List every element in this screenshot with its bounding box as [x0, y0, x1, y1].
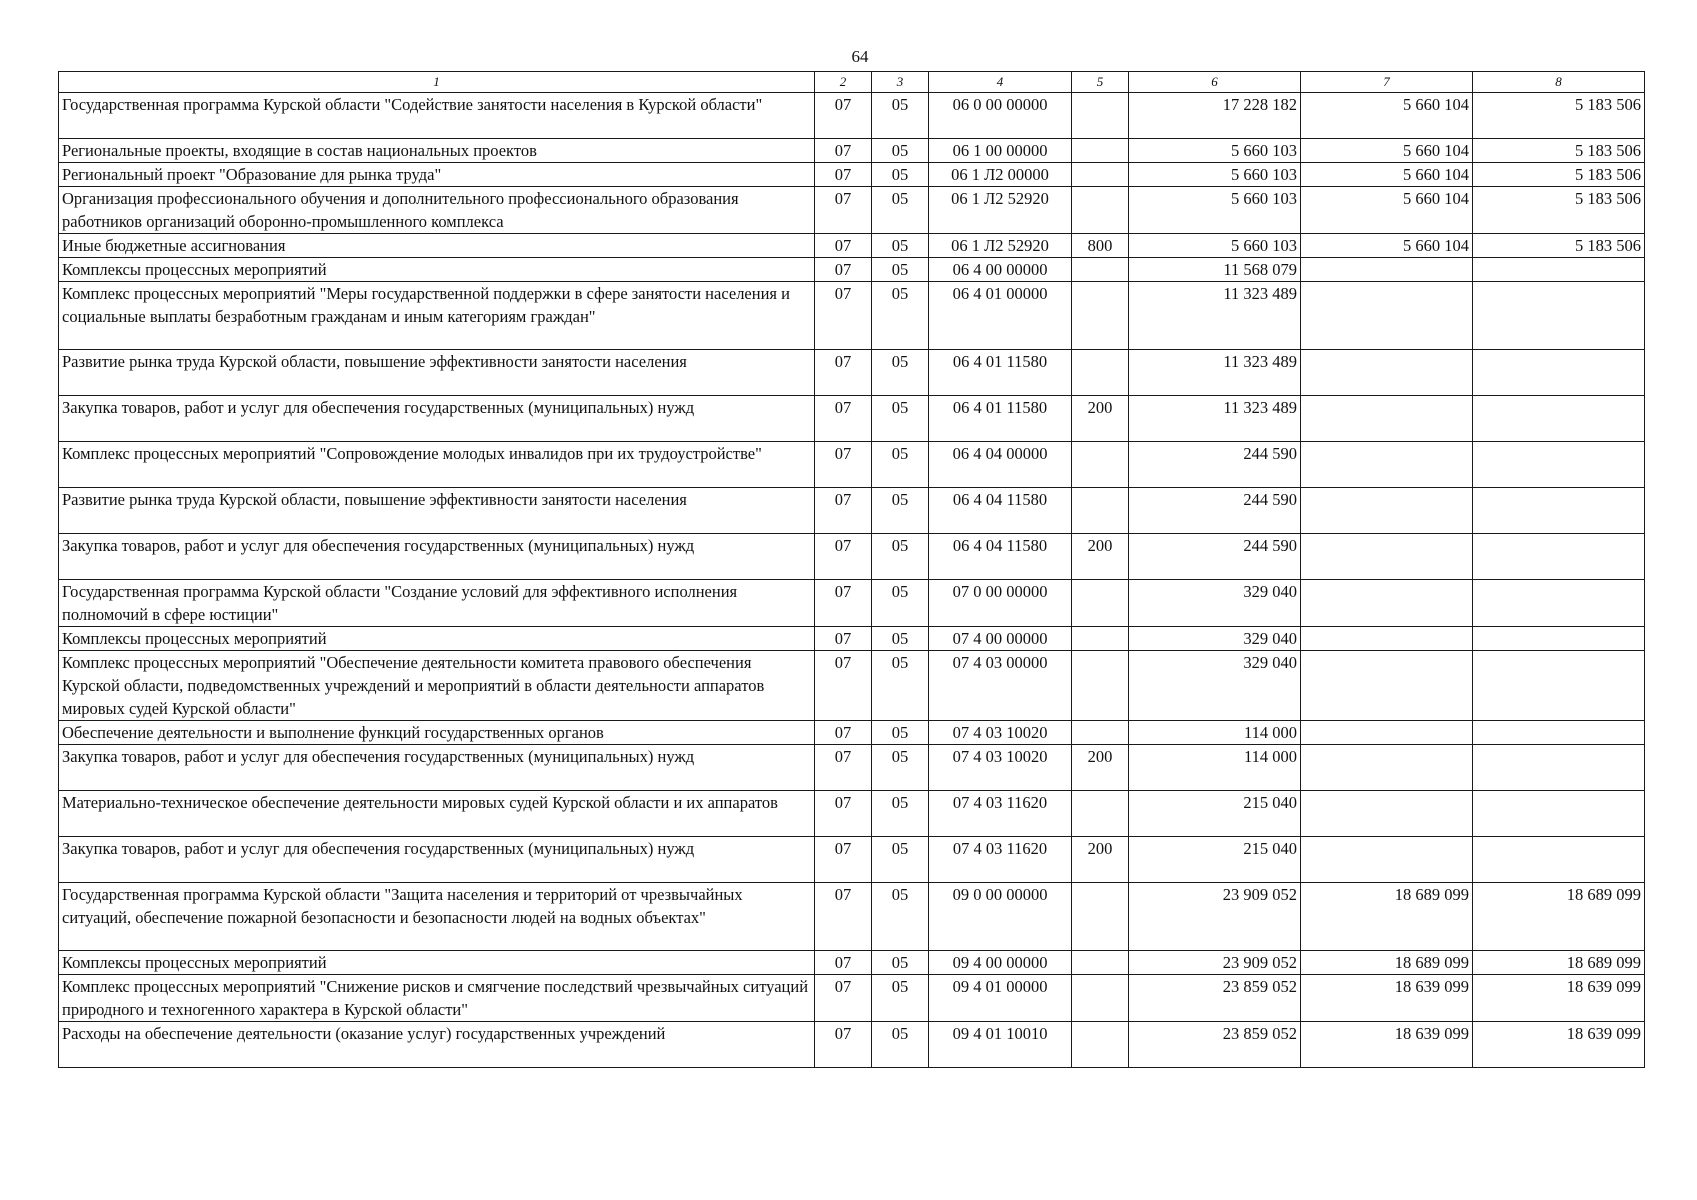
amount-col6-cell: 11 568 079: [1129, 258, 1301, 282]
expense-type-cell: [1072, 258, 1129, 282]
item-name-cell: Развитие рынка труда Курской области, повышение эффективности занятости населения: [59, 488, 815, 534]
section-cell: 07: [815, 139, 872, 163]
section-cell: 07: [815, 627, 872, 651]
column-header: 2: [815, 72, 872, 93]
subsection-cell: 05: [872, 350, 929, 396]
section-cell: 07: [815, 234, 872, 258]
column-header: 8: [1473, 72, 1645, 93]
target-article-cell: 09 4 01 10010: [929, 1022, 1072, 1068]
amount-col6-cell: 244 590: [1129, 488, 1301, 534]
expense-type-cell: [1072, 975, 1129, 1022]
subsection-cell: 05: [872, 534, 929, 580]
table-body: [59, 93, 1645, 1068]
amount-col6-cell: 5 660 103: [1129, 187, 1301, 234]
expense-type-cell: 800: [1072, 234, 1129, 258]
table-row: [59, 488, 1645, 534]
amount-col7-cell: 18 689 099: [1301, 883, 1473, 951]
item-name-cell: Закупка товаров, работ и услуг для обеспечения государственных (муниципальных) нужд: [59, 837, 815, 883]
subsection-cell: 05: [872, 1022, 929, 1068]
budget-table: [58, 71, 1645, 1068]
expense-type-cell: 200: [1072, 396, 1129, 442]
amount-col8-cell: [1473, 282, 1645, 350]
column-header: 1: [59, 72, 815, 93]
table-row: [59, 883, 1645, 951]
item-name-cell: Комплекс процессных мероприятий "Сопровождение молодых инвалидов при их трудоустройстве": [59, 442, 815, 488]
amount-col6-cell: 23 909 052: [1129, 951, 1301, 975]
expense-type-cell: [1072, 139, 1129, 163]
item-name-cell: Закупка товаров, работ и услуг для обеспечения государственных (муниципальных) нужд: [59, 745, 815, 791]
section-cell: 07: [815, 791, 872, 837]
table-row: [59, 975, 1645, 1022]
item-name-cell: Государственная программа Курской области "Защита населения и территорий от чрезвычайных ситуаций, обеспечение пожарной безопасности и безопасности людей на водных объектах": [59, 883, 815, 951]
item-name-cell: Государственная программа Курской области "Создание условий для эффективного исполнения полномочий в сфере юстиции": [59, 580, 815, 627]
target-article-cell: 06 4 04 00000: [929, 442, 1072, 488]
amount-col6-cell: 17 228 182: [1129, 93, 1301, 139]
table-row: [59, 837, 1645, 883]
target-article-cell: 06 1 Л2 52920: [929, 187, 1072, 234]
target-article-cell: 06 4 01 11580: [929, 350, 1072, 396]
amount-col6-cell: 329 040: [1129, 627, 1301, 651]
amount-col8-cell: [1473, 837, 1645, 883]
amount-col7-cell: [1301, 627, 1473, 651]
column-header: 7: [1301, 72, 1473, 93]
item-name-cell: Материально-техническое обеспечение деятельности мировых судей Курской области и их аппаратов: [59, 791, 815, 837]
amount-col7-cell: [1301, 442, 1473, 488]
subsection-cell: 05: [872, 745, 929, 791]
section-cell: 07: [815, 187, 872, 234]
section-cell: 07: [815, 951, 872, 975]
subsection-cell: 05: [872, 488, 929, 534]
subsection-cell: 05: [872, 139, 929, 163]
item-name-cell: Комплексы процессных мероприятий: [59, 627, 815, 651]
amount-col8-cell: [1473, 627, 1645, 651]
amount-col8-cell: 18 689 099: [1473, 883, 1645, 951]
subsection-cell: 05: [872, 93, 929, 139]
table-row: [59, 580, 1645, 627]
expense-type-cell: [1072, 651, 1129, 721]
table-row: [59, 258, 1645, 282]
section-cell: 07: [815, 350, 872, 396]
amount-col7-cell: [1301, 651, 1473, 721]
amount-col8-cell: 5 183 506: [1473, 93, 1645, 139]
section-cell: 07: [815, 580, 872, 627]
amount-col8-cell: [1473, 442, 1645, 488]
target-article-cell: 06 1 00 00000: [929, 139, 1072, 163]
target-article-cell: 06 1 Л2 00000: [929, 163, 1072, 187]
table-row: [59, 282, 1645, 350]
item-name-cell: Комплекс процессных мероприятий "Меры государственной поддержки в сфере занятости населения и социальные выплаты безработным гражданам и иным категориям граждан": [59, 282, 815, 350]
amount-col6-cell: 11 323 489: [1129, 282, 1301, 350]
section-cell: 07: [815, 282, 872, 350]
amount-col6-cell: 215 040: [1129, 791, 1301, 837]
section-cell: 07: [815, 163, 872, 187]
amount-col6-cell: 244 590: [1129, 442, 1301, 488]
target-article-cell: 09 4 00 00000: [929, 951, 1072, 975]
expense-type-cell: 200: [1072, 745, 1129, 791]
column-header: 6: [1129, 72, 1301, 93]
expense-type-cell: [1072, 791, 1129, 837]
amount-col7-cell: 5 660 104: [1301, 139, 1473, 163]
item-name-cell: Комплекс процессных мероприятий "Снижение рисков и смягчение последствий чрезвычайных ситуаций природного и техногенного характера в Курской области": [59, 975, 815, 1022]
amount-col8-cell: [1473, 651, 1645, 721]
expense-type-cell: 200: [1072, 837, 1129, 883]
table-row: [59, 721, 1645, 745]
amount-col8-cell: 18 639 099: [1473, 975, 1645, 1022]
target-article-cell: 06 4 00 00000: [929, 258, 1072, 282]
expense-type-cell: [1072, 282, 1129, 350]
section-cell: 07: [815, 975, 872, 1022]
amount-col8-cell: 18 639 099: [1473, 1022, 1645, 1068]
amount-col8-cell: [1473, 258, 1645, 282]
subsection-cell: 05: [872, 187, 929, 234]
target-article-cell: 09 0 00 00000: [929, 883, 1072, 951]
amount-col6-cell: 5 660 103: [1129, 234, 1301, 258]
target-article-cell: 07 4 03 11620: [929, 791, 1072, 837]
table-header: [59, 72, 1645, 93]
amount-col8-cell: [1473, 488, 1645, 534]
amount-col8-cell: [1473, 745, 1645, 791]
section-cell: 07: [815, 488, 872, 534]
target-article-cell: 06 4 01 11580: [929, 396, 1072, 442]
expense-type-cell: [1072, 1022, 1129, 1068]
amount-col7-cell: [1301, 721, 1473, 745]
target-article-cell: 07 4 03 10020: [929, 745, 1072, 791]
amount-col8-cell: [1473, 791, 1645, 837]
item-name-cell: Комплексы процессных мероприятий: [59, 258, 815, 282]
expense-type-cell: [1072, 627, 1129, 651]
amount-col8-cell: [1473, 580, 1645, 627]
expense-type-cell: [1072, 580, 1129, 627]
subsection-cell: 05: [872, 837, 929, 883]
target-article-cell: 06 4 01 00000: [929, 282, 1072, 350]
table-row: [59, 951, 1645, 975]
section-cell: 07: [815, 721, 872, 745]
subsection-cell: 05: [872, 282, 929, 350]
amount-col8-cell: [1473, 396, 1645, 442]
table-row: [59, 442, 1645, 488]
item-name-cell: Региональный проект "Образование для рынка труда": [59, 163, 815, 187]
section-cell: 07: [815, 442, 872, 488]
amount-col7-cell: [1301, 282, 1473, 350]
page-number: 64: [851, 47, 869, 66]
amount-col6-cell: 23 859 052: [1129, 975, 1301, 1022]
target-article-cell: 07 4 00 00000: [929, 627, 1072, 651]
table-row: [59, 139, 1645, 163]
table-row: [59, 187, 1645, 234]
column-header: 4: [929, 72, 1072, 93]
amount-col7-cell: [1301, 488, 1473, 534]
section-cell: 07: [815, 258, 872, 282]
table-row: [59, 651, 1645, 721]
subsection-cell: 05: [872, 883, 929, 951]
table-row: [59, 1022, 1645, 1068]
table-row: [59, 234, 1645, 258]
subsection-cell: 05: [872, 442, 929, 488]
amount-col7-cell: 5 660 104: [1301, 163, 1473, 187]
section-cell: 07: [815, 837, 872, 883]
section-cell: 07: [815, 651, 872, 721]
target-article-cell: 06 4 04 11580: [929, 488, 1072, 534]
subsection-cell: 05: [872, 627, 929, 651]
subsection-cell: 05: [872, 396, 929, 442]
item-name-cell: Организация профессионального обучения и дополнительного профессионального образования работников организаций оборонно-промышленного комплекса: [59, 187, 815, 234]
amount-col8-cell: [1473, 350, 1645, 396]
expense-type-cell: [1072, 187, 1129, 234]
section-cell: 07: [815, 93, 872, 139]
subsection-cell: 05: [872, 163, 929, 187]
section-cell: 07: [815, 883, 872, 951]
expense-type-cell: [1072, 93, 1129, 139]
expense-type-cell: [1072, 442, 1129, 488]
amount-col6-cell: 329 040: [1129, 651, 1301, 721]
expense-type-cell: [1072, 163, 1129, 187]
item-name-cell: Расходы на обеспечение деятельности (оказание услуг) государственных учреждений: [59, 1022, 815, 1068]
amount-col6-cell: 11 323 489: [1129, 396, 1301, 442]
amount-col7-cell: [1301, 791, 1473, 837]
target-article-cell: 07 0 00 00000: [929, 580, 1072, 627]
expense-type-cell: [1072, 951, 1129, 975]
amount-col8-cell: 18 689 099: [1473, 951, 1645, 975]
subsection-cell: 05: [872, 234, 929, 258]
table-row: [59, 627, 1645, 651]
amount-col7-cell: 5 660 104: [1301, 93, 1473, 139]
item-name-cell: Комплексы процессных мероприятий: [59, 951, 815, 975]
subsection-cell: 05: [872, 721, 929, 745]
amount-col7-cell: [1301, 745, 1473, 791]
amount-col6-cell: 114 000: [1129, 745, 1301, 791]
item-name-cell: Иные бюджетные ассигнования: [59, 234, 815, 258]
subsection-cell: 05: [872, 580, 929, 627]
amount-col7-cell: [1301, 258, 1473, 282]
amount-col7-cell: [1301, 837, 1473, 883]
column-header: 3: [872, 72, 929, 93]
table-row: [59, 396, 1645, 442]
amount-col7-cell: [1301, 580, 1473, 627]
target-article-cell: 06 0 00 00000: [929, 93, 1072, 139]
amount-col6-cell: 215 040: [1129, 837, 1301, 883]
section-cell: 07: [815, 745, 872, 791]
item-name-cell: Закупка товаров, работ и услуг для обеспечения государственных (муниципальных) нужд: [59, 396, 815, 442]
expense-type-cell: 200: [1072, 534, 1129, 580]
table-row: [59, 163, 1645, 187]
amount-col7-cell: 18 639 099: [1301, 1022, 1473, 1068]
column-header: 5: [1072, 72, 1129, 93]
table-row: [59, 93, 1645, 139]
target-article-cell: 07 4 03 11620: [929, 837, 1072, 883]
item-name-cell: Региональные проекты, входящие в состав национальных проектов: [59, 139, 815, 163]
amount-col6-cell: 23 859 052: [1129, 1022, 1301, 1068]
item-name-cell: Комплекс процессных мероприятий "Обеспечение деятельности комитета правового обеспечения Курской области, подведомственных учреждений и мероприятий в области деятельности аппаратов мировых судей Курской области": [59, 651, 815, 721]
target-article-cell: 06 1 Л2 52920: [929, 234, 1072, 258]
amount-col7-cell: 18 689 099: [1301, 951, 1473, 975]
amount-col7-cell: [1301, 534, 1473, 580]
target-article-cell: 09 4 01 00000: [929, 975, 1072, 1022]
section-cell: 07: [815, 534, 872, 580]
item-name-cell: Государственная программа Курской области "Содействие занятости населения в Курской области": [59, 93, 815, 139]
subsection-cell: 05: [872, 258, 929, 282]
amount-col6-cell: 5 660 103: [1129, 139, 1301, 163]
amount-col6-cell: 11 323 489: [1129, 350, 1301, 396]
section-cell: 07: [815, 1022, 872, 1068]
item-name-cell: Развитие рынка труда Курской области, повышение эффективности занятости населения: [59, 350, 815, 396]
expense-type-cell: [1072, 721, 1129, 745]
target-article-cell: 06 4 04 11580: [929, 534, 1072, 580]
subsection-cell: 05: [872, 651, 929, 721]
amount-col8-cell: 5 183 506: [1473, 163, 1645, 187]
amount-col7-cell: [1301, 396, 1473, 442]
amount-col8-cell: 5 183 506: [1473, 139, 1645, 163]
subsection-cell: 05: [872, 975, 929, 1022]
amount-col6-cell: 23 909 052: [1129, 883, 1301, 951]
item-name-cell: Закупка товаров, работ и услуг для обеспечения государственных (муниципальных) нужд: [59, 534, 815, 580]
amount-col7-cell: 18 639 099: [1301, 975, 1473, 1022]
target-article-cell: 07 4 03 10020: [929, 721, 1072, 745]
item-name-cell: Обеспечение деятельности и выполнение функций государственных органов: [59, 721, 815, 745]
table-row: [59, 350, 1645, 396]
column-number-row: [59, 72, 1645, 93]
expense-type-cell: [1072, 488, 1129, 534]
amount-col8-cell: 5 183 506: [1473, 234, 1645, 258]
amount-col8-cell: 5 183 506: [1473, 187, 1645, 234]
amount-col8-cell: [1473, 721, 1645, 745]
target-article-cell: 07 4 03 00000: [929, 651, 1072, 721]
table-row: [59, 534, 1645, 580]
amount-col6-cell: 5 660 103: [1129, 163, 1301, 187]
amount-col7-cell: [1301, 350, 1473, 396]
expense-type-cell: [1072, 350, 1129, 396]
amount-col7-cell: 5 660 104: [1301, 234, 1473, 258]
subsection-cell: 05: [872, 791, 929, 837]
subsection-cell: 05: [872, 951, 929, 975]
section-cell: 07: [815, 396, 872, 442]
expense-type-cell: [1072, 883, 1129, 951]
amount-col8-cell: [1473, 534, 1645, 580]
amount-col7-cell: 5 660 104: [1301, 187, 1473, 234]
amount-col6-cell: 329 040: [1129, 580, 1301, 627]
amount-col6-cell: 114 000: [1129, 721, 1301, 745]
amount-col6-cell: 244 590: [1129, 534, 1301, 580]
table-row: [59, 745, 1645, 791]
table-row: [59, 791, 1645, 837]
